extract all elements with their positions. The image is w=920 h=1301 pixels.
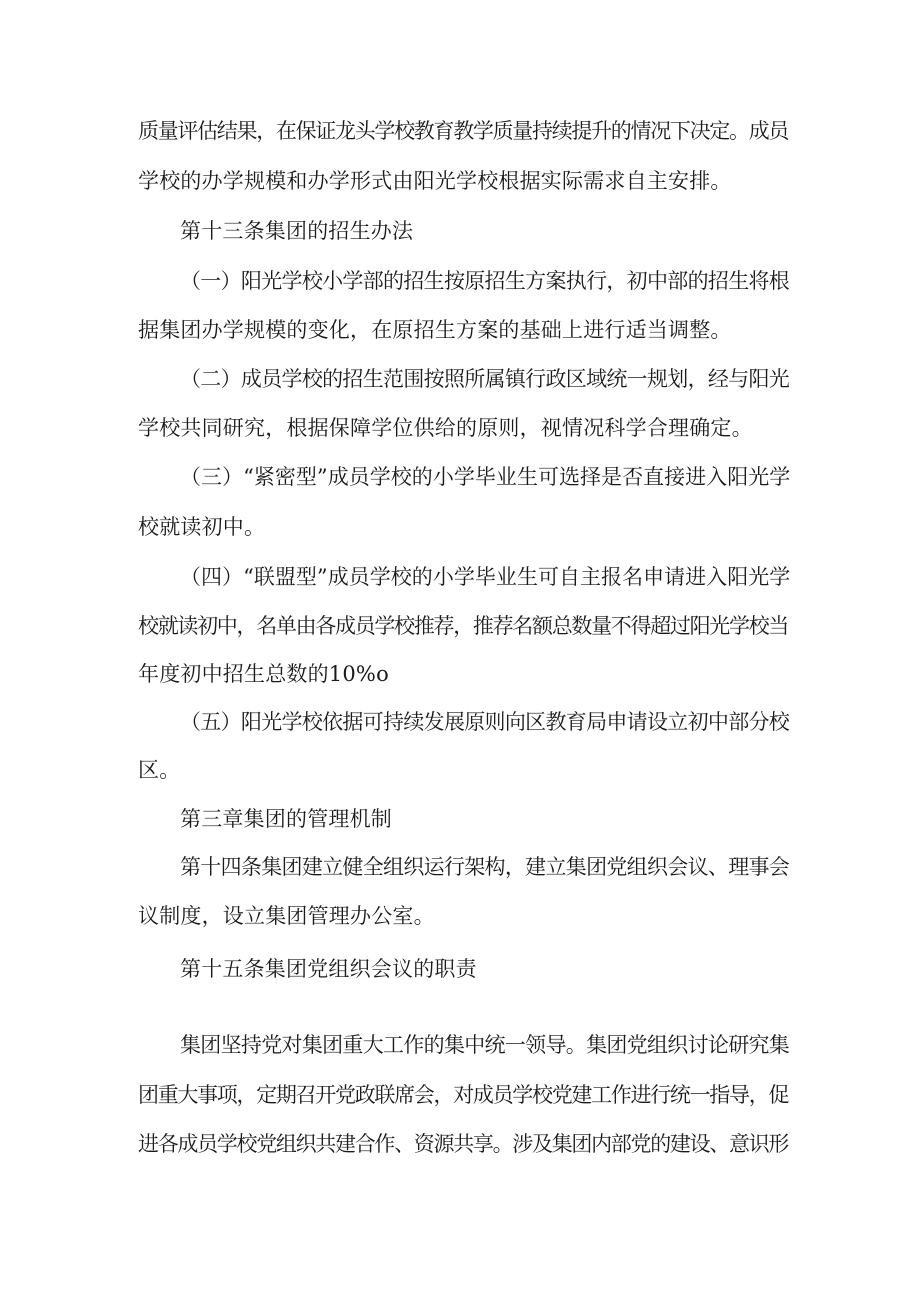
- text-line: （五）阳光学校依据可持续发展原则向区教育局申请设立初中部分校: [180, 710, 790, 734]
- text-line: 年度初中招生总数的10%o: [138, 662, 389, 686]
- text-line: 进各成员学校党组织共建合作、资源共享。涉及集团内部党的建设、意识形: [138, 1132, 789, 1156]
- text-line: 团重大事项，定期召开党政联席会，对成员学校党建工作进行统一指导，促: [138, 1083, 789, 1107]
- text-line: （三）“紧密型”成员学校的小学毕业生可选择是否直接进入阳光学: [180, 465, 791, 489]
- text-line: 校就读初中。: [138, 515, 266, 539]
- chapter-heading: 第三章集团的管理机制: [180, 807, 392, 831]
- text-line: 质量评估结果，在保证龙头学校教育教学质量持续提升的情况下决定。成员: [138, 119, 789, 143]
- text-line: 据集团办学规模的变化，在原招生方案的基础上进行适当调整。: [138, 318, 732, 342]
- text-line: 学校共同研究，根据保障学位供给的原则，视情况科学合理确定。: [138, 416, 753, 440]
- text-line: （四）“联盟型”成员学校的小学毕业生可自主报名申请进入阳光学: [180, 565, 791, 589]
- text-line: 学校的办学规模和办学形式由阳光学校根据实际需求自主安排。: [138, 169, 732, 193]
- text-line: （二）成员学校的招生范围按照所属镇行政区域统一规划，经与阳光: [180, 367, 790, 391]
- text-line: 第十四条集团建立健全组织运行架构，建立集团党组织会议、理事会: [180, 855, 790, 879]
- text-line: 区。: [138, 758, 181, 782]
- text-line: 校就读初中，名单由各成员学校推荐，推荐名额总数量不得超过阳光学校当: [138, 614, 789, 638]
- text-line: （一）阳光学校小学部的招生按原招生方案执行，初中部的招生将根: [180, 269, 790, 293]
- text-line: 议制度，设立集团管理办公室。: [138, 904, 435, 928]
- article-heading: 第十五条集团党组织会议的职责: [180, 957, 477, 981]
- article-heading: 第十三条集团的招生办法: [180, 219, 414, 243]
- text-line: 集团坚持党对集团重大工作的集中统一领导。集团党组织讨论研究集: [180, 1033, 790, 1057]
